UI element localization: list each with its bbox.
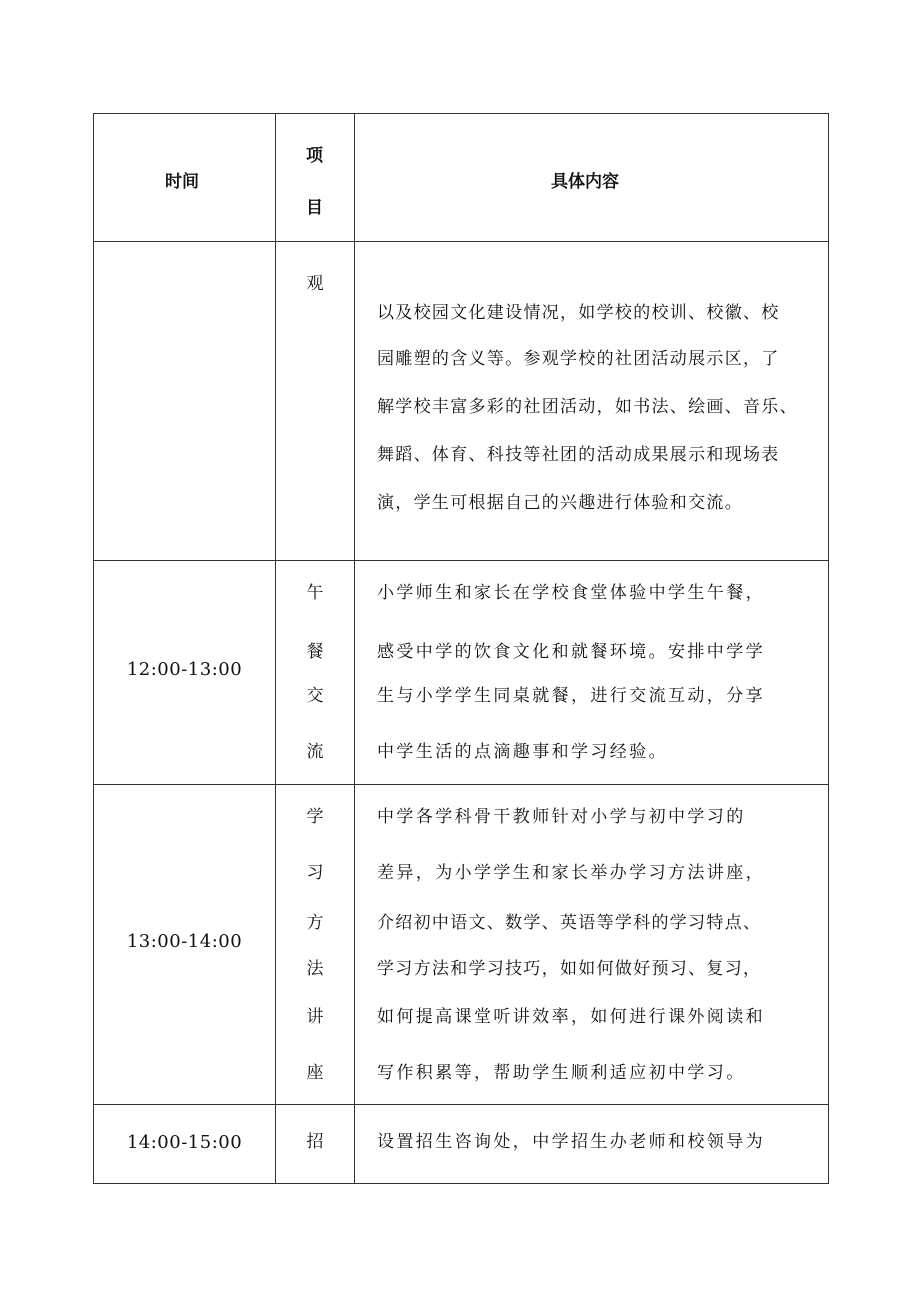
item-char: 座	[306, 1063, 324, 1083]
time-cell	[94, 1105, 276, 1184]
time-cell	[94, 242, 276, 561]
content-line: 中学生活的点滴趣事和学习经验。	[377, 742, 668, 762]
item-char: 法	[306, 959, 324, 979]
header-item-line2: 目	[306, 198, 323, 218]
time-value: 12:00-13:00	[126, 659, 243, 680]
item-char: 午	[306, 583, 324, 603]
item-cell	[276, 1105, 355, 1184]
item-char: 交	[306, 686, 324, 706]
time-value: 14:00-15:00	[126, 1132, 243, 1153]
content-line: 感受中学的饮食文化和就餐环境。安排中学学	[377, 642, 765, 662]
content-line: 舞蹈、体育、科技等社团的活动成果展示和现场表	[377, 445, 780, 465]
header-item-cell	[276, 114, 355, 242]
time-cell	[94, 561, 276, 785]
item-char: 习	[306, 863, 324, 883]
content-line: 小学师生和家长在学校食堂体验中学生午餐，	[377, 583, 765, 603]
table-row	[94, 785, 829, 1105]
header-content: 具体内容	[551, 172, 619, 192]
item-cell	[276, 242, 355, 561]
content-line: 差异，为小学学生和家长举办学习方法讲座，	[377, 863, 765, 883]
table-header-row	[94, 114, 829, 242]
item-char: 观	[306, 274, 324, 294]
header-content-cell	[355, 114, 829, 242]
item-char: 学	[306, 807, 324, 827]
content-line: 以及校园文化建设情况，如学校的校训、校徽、校	[377, 303, 780, 323]
item-char: 餐	[306, 642, 324, 662]
content-line: 中学各学科骨干教师针对小学与初中学习的	[377, 807, 746, 827]
table-row	[94, 561, 829, 785]
table-row	[94, 242, 829, 561]
item-cell	[276, 561, 355, 785]
item-char: 流	[306, 742, 324, 762]
content-line: 园雕塑的含义等。参观学校的社团活动展示区，了	[377, 349, 780, 369]
content-line: 演，学生可根据自己的兴趣进行体验和交流。	[377, 493, 743, 513]
header-time: 时间	[165, 172, 199, 192]
item-char: 讲	[306, 1007, 324, 1027]
item-char: 招	[306, 1132, 324, 1152]
time-cell	[94, 785, 276, 1105]
header-item-line1: 项	[306, 146, 323, 166]
schedule-table	[93, 113, 829, 1184]
content-line: 生与小学学生同桌就餐，进行交流互动，分享	[377, 686, 765, 706]
content-line: 写作积累等，帮助学生顺利适应初中学习。	[377, 1063, 746, 1083]
content-cell	[355, 1105, 829, 1184]
header-time-cell	[94, 114, 276, 242]
content-line: 设置招生咨询处，中学招生办老师和校领导为	[377, 1132, 765, 1152]
item-char: 方	[306, 913, 324, 933]
table-row	[94, 1105, 829, 1184]
item-cell	[276, 785, 355, 1105]
content-line: 介绍初中语文、数学、英语等学科的学习特点、	[377, 913, 762, 933]
content-line: 学习方法和学习技巧，如如何做好预习、复习，	[377, 959, 762, 979]
content-line: 解学校丰富多彩的社团活动，如书法、绘画、音乐、	[377, 397, 798, 417]
time-value: 13:00-14:00	[126, 931, 243, 952]
content-line: 如何提高课堂听讲效率，如何进行课外阅读和	[377, 1007, 765, 1027]
content-cell	[355, 242, 829, 561]
content-cell	[355, 785, 829, 1105]
content-cell	[355, 561, 829, 785]
